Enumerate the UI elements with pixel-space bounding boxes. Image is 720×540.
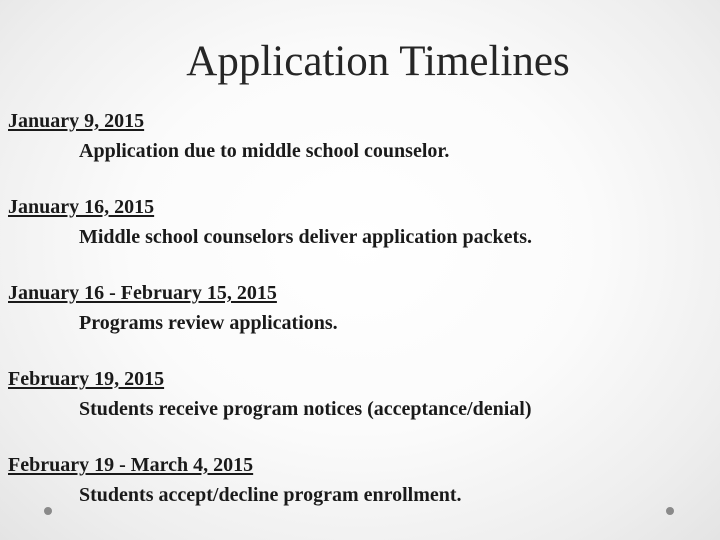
decorative-dot-left [44,507,52,515]
entry-date: February 19 - March 4, 2015 [8,454,254,476]
entry-description: Programs review applications. [79,312,338,334]
entry-date: January 9, 2015 [8,110,145,132]
entry-date: January 16 - February 15, 2015 [8,282,277,304]
timeline-entry [8,194,708,280]
entry-date: February 19, 2015 [8,368,165,390]
timeline-entry [8,366,708,452]
decorative-dot-right [666,507,674,515]
timeline-entry [8,280,708,366]
entry-date: January 16, 2015 [8,196,155,218]
entry-description: Application due to middle school counselor. [79,140,450,162]
entry-description: Students accept/decline program enrollment. [79,484,462,506]
entry-description: Middle school counselors deliver application packets. [79,226,532,248]
entry-description: Students receive program notices (acceptance/denial) [79,398,532,420]
timeline-list [8,108,708,538]
timeline-entry [8,108,708,194]
slide-title: Application Timelines [186,38,570,85]
timeline-entry [8,452,708,538]
